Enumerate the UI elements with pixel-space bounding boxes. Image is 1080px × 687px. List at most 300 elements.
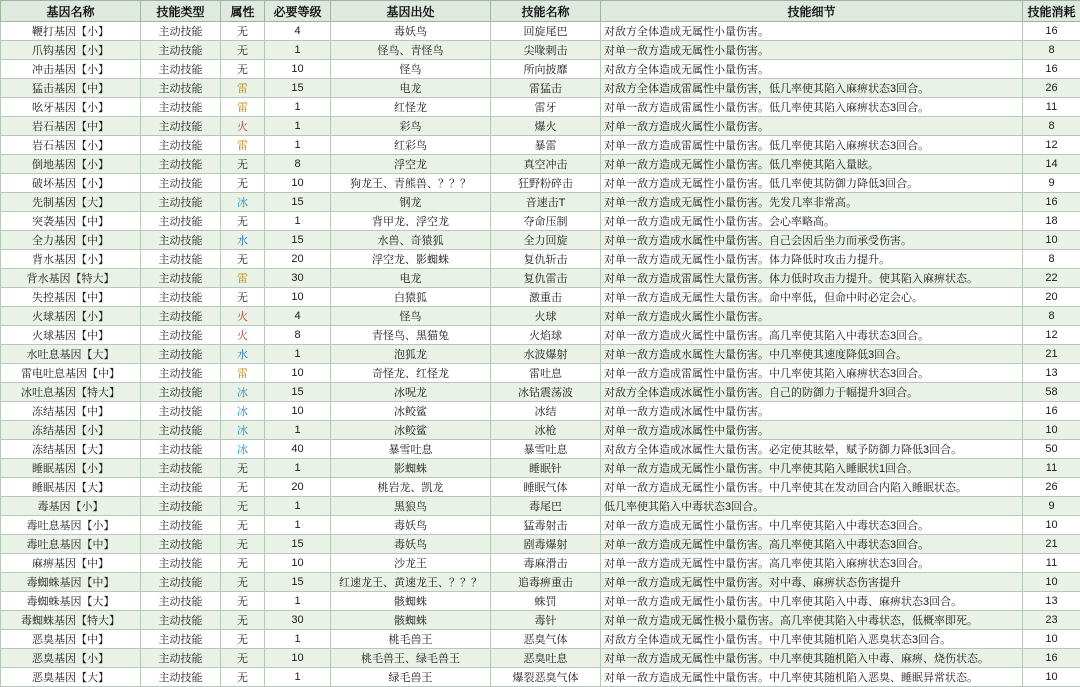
cell-skill-name: 火焰球 (491, 326, 601, 345)
cell-required-level: 1 (265, 668, 331, 687)
cell-attribute: 无 (221, 573, 265, 592)
cell-attribute: 雷 (221, 98, 265, 117)
cell-attribute: 无 (221, 649, 265, 668)
cell-gene-source: 水兽、奇猿狐 (331, 231, 491, 250)
cell-gene-source: 毒妖鸟 (331, 516, 491, 535)
cell-attribute: 无 (221, 478, 265, 497)
cell-gene-name: 毒蜘蛛基因【特大】 (1, 611, 141, 630)
table-row (1, 269, 1080, 288)
cell-skill-type: 主动技能 (141, 497, 221, 516)
cell-gene-source: 冰鲛鲨 (331, 402, 491, 421)
table-row (1, 345, 1080, 364)
cell-required-level: 1 (265, 630, 331, 649)
cell-gene-name: 全力基因【中】 (1, 231, 141, 250)
cell-gene-source: 浮空龙、影蜘蛛 (331, 250, 491, 269)
cell-attribute: 无 (221, 250, 265, 269)
cell-skill-cost: 23 (1023, 611, 1080, 630)
cell-skill-type: 主动技能 (141, 364, 221, 383)
cell-attribute: 无 (221, 535, 265, 554)
table-row (1, 554, 1080, 573)
cell-gene-source: 彩鸟 (331, 117, 491, 136)
table-row (1, 383, 1080, 402)
cell-required-level: 30 (265, 611, 331, 630)
cell-attribute: 无 (221, 155, 265, 174)
cell-skill-detail: 对单一敌方造成雷属性中量伤害。中几率使其陷入麻痹状态3回合。 (601, 364, 1023, 383)
table-row (1, 326, 1080, 345)
cell-skill-name: 狂野粉碎击 (491, 174, 601, 193)
cell-skill-type: 主动技能 (141, 231, 221, 250)
cell-attribute: 火 (221, 117, 265, 136)
cell-skill-cost: 16 (1023, 193, 1080, 212)
cell-skill-name: 暴雪吐息 (491, 440, 601, 459)
cell-skill-detail: 对单一敌方造成无属性小量伤害。体力降低时攻击力提升。 (601, 250, 1023, 269)
cell-gene-source: 沙龙王 (331, 554, 491, 573)
cell-skill-detail: 对单一敌方造成无属性小量伤害。会心率略高。 (601, 212, 1023, 231)
cell-skill-cost: 13 (1023, 592, 1080, 611)
cell-gene-name: 吆牙基因【小】 (1, 98, 141, 117)
cell-gene-source: 桃毛兽王、绿毛兽王 (331, 649, 491, 668)
cell-skill-name: 雷猛击 (491, 79, 601, 98)
cell-gene-name: 毒蜘蛛基因【大】 (1, 592, 141, 611)
cell-skill-detail: 对单一敌方造成水属性大量伤害。中几率使其速度降低3回合。 (601, 345, 1023, 364)
cell-skill-type: 主动技能 (141, 649, 221, 668)
cell-attribute: 无 (221, 22, 265, 41)
cell-skill-cost: 20 (1023, 288, 1080, 307)
cell-skill-type: 主动技能 (141, 402, 221, 421)
table-row (1, 136, 1080, 155)
cell-skill-detail: 对单一敌方造成无属性小量伤害。中几率使其陷入中毒、麻痹状态3回合。 (601, 592, 1023, 611)
cell-skill-cost: 8 (1023, 41, 1080, 60)
cell-skill-type: 主动技能 (141, 421, 221, 440)
cell-skill-cost: 58 (1023, 383, 1080, 402)
table-row (1, 649, 1080, 668)
cell-skill-type: 主动技能 (141, 383, 221, 402)
table-row (1, 459, 1080, 478)
cell-gene-name: 麻痹基因【中】 (1, 554, 141, 573)
cell-skill-cost: 10 (1023, 573, 1080, 592)
cell-skill-detail: 对单一敌方造成火属性中量伤害。高几率使其陷入中毒状态3回合。 (601, 326, 1023, 345)
cell-attribute: 无 (221, 41, 265, 60)
cell-required-level: 40 (265, 440, 331, 459)
table-row (1, 155, 1080, 174)
cell-gene-name: 冻结基因【大】 (1, 440, 141, 459)
cell-skill-name: 恶臭气体 (491, 630, 601, 649)
cell-attribute: 水 (221, 345, 265, 364)
cell-skill-name: 暴雷 (491, 136, 601, 155)
cell-skill-cost: 18 (1023, 212, 1080, 231)
cell-skill-name: 毒尾巴 (491, 497, 601, 516)
cell-gene-source: 绿毛兽王 (331, 668, 491, 687)
cell-skill-name: 激重击 (491, 288, 601, 307)
cell-required-level: 15 (265, 573, 331, 592)
cell-gene-source: 电龙 (331, 79, 491, 98)
cell-skill-name: 雷吐息 (491, 364, 601, 383)
cell-skill-type: 主动技能 (141, 478, 221, 497)
cell-gene-name: 睡眠基因【小】 (1, 459, 141, 478)
cell-skill-detail: 对单一敌方造成无属性小量伤害。 (601, 41, 1023, 60)
table-row (1, 41, 1080, 60)
cell-attribute: 无 (221, 212, 265, 231)
cell-skill-detail: 对单一敌方造成火属性小量伤害。 (601, 117, 1023, 136)
cell-attribute: 火 (221, 326, 265, 345)
table-row (1, 117, 1080, 136)
cell-required-level: 1 (265, 421, 331, 440)
cell-attribute: 无 (221, 630, 265, 649)
cell-attribute: 无 (221, 60, 265, 79)
cell-required-level: 4 (265, 307, 331, 326)
cell-skill-type: 主动技能 (141, 288, 221, 307)
cell-skill-name: 恶臭吐息 (491, 649, 601, 668)
table-row (1, 60, 1080, 79)
cell-required-level: 1 (265, 98, 331, 117)
cell-skill-type: 主动技能 (141, 155, 221, 174)
cell-required-level: 30 (265, 269, 331, 288)
cell-skill-cost: 11 (1023, 554, 1080, 573)
cell-required-level: 10 (265, 402, 331, 421)
cell-skill-detail: 对敌方全体造成冰属性小量伤害。自己的防御力于幅提升3回合。 (601, 383, 1023, 402)
table-row (1, 231, 1080, 250)
cell-skill-cost: 12 (1023, 136, 1080, 155)
cell-skill-name: 追毒痹重击 (491, 573, 601, 592)
cell-gene-source: 冰呪龙 (331, 383, 491, 402)
cell-gene-name: 冻结基因【小】 (1, 421, 141, 440)
cell-skill-type: 主动技能 (141, 79, 221, 98)
cell-skill-cost: 10 (1023, 668, 1080, 687)
cell-gene-name: 背水基因【特大】 (1, 269, 141, 288)
cell-skill-cost: 10 (1023, 231, 1080, 250)
cell-skill-cost: 22 (1023, 269, 1080, 288)
cell-gene-name: 倒地基因【小】 (1, 155, 141, 174)
cell-attribute: 无 (221, 592, 265, 611)
cell-skill-cost: 14 (1023, 155, 1080, 174)
cell-gene-name: 恶臭基因【中】 (1, 630, 141, 649)
cell-gene-source: 毒妖鸟 (331, 535, 491, 554)
cell-skill-name: 毒针 (491, 611, 601, 630)
table-row (1, 611, 1080, 630)
table-row (1, 535, 1080, 554)
cell-required-level: 10 (265, 60, 331, 79)
cell-required-level: 1 (265, 497, 331, 516)
cell-skill-cost: 8 (1023, 250, 1080, 269)
cell-skill-name: 水波爆射 (491, 345, 601, 364)
cell-skill-cost: 21 (1023, 345, 1080, 364)
cell-skill-detail: 对单一敌方造成无属性小量伤害。低几率使其防御力降低3回合。 (601, 174, 1023, 193)
cell-gene-source: 怪鸟 (331, 60, 491, 79)
cell-skill-type: 主动技能 (141, 193, 221, 212)
cell-required-level: 1 (265, 459, 331, 478)
cell-skill-cost: 8 (1023, 307, 1080, 326)
cell-gene-name: 毒吐息基因【中】 (1, 535, 141, 554)
table-row (1, 288, 1080, 307)
cell-required-level: 10 (265, 288, 331, 307)
table-row (1, 630, 1080, 649)
cell-required-level: 20 (265, 478, 331, 497)
cell-required-level: 1 (265, 516, 331, 535)
cell-skill-detail: 对单一敌方造成雷属性小量伤害。低几率使其陷入麻痹状态3回合。 (601, 98, 1023, 117)
cell-attribute: 冰 (221, 193, 265, 212)
cell-required-level: 1 (265, 592, 331, 611)
cell-skill-name: 复仇雷击 (491, 269, 601, 288)
cell-skill-type: 主动技能 (141, 326, 221, 345)
cell-skill-name: 冰结 (491, 402, 601, 421)
cell-attribute: 无 (221, 554, 265, 573)
column-header-gene-source: 基因出处 (331, 1, 491, 22)
cell-skill-detail: 对单一敌方造成无属性小量伤害。中几率使其陷入中毒状态3回合。 (601, 516, 1023, 535)
cell-skill-detail: 对单一敌方造成雷属性大量伤害。体力低时攻击力提升。使其陷入麻痹状态。 (601, 269, 1023, 288)
cell-skill-type: 主动技能 (141, 250, 221, 269)
cell-gene-source: 暴雪吐息 (331, 440, 491, 459)
cell-gene-source: 红速龙王、黄速龙王、？？？ (331, 573, 491, 592)
cell-skill-cost: 50 (1023, 440, 1080, 459)
cell-gene-name: 毒吐息基因【小】 (1, 516, 141, 535)
cell-required-level: 10 (265, 649, 331, 668)
cell-skill-detail: 对敌方全体造成无属性小量伤害。中几率使其随机陷入恶臭状态3回合。 (601, 630, 1023, 649)
cell-required-level: 15 (265, 535, 331, 554)
cell-skill-detail: 对单一敌方造成无属性中量伤害。对中毒、麻痹状态伤害提升 (601, 573, 1023, 592)
cell-gene-source: 怪鸟、青怪鸟 (331, 41, 491, 60)
cell-gene-name: 火球基因【小】 (1, 307, 141, 326)
cell-gene-name: 岩石基因【中】 (1, 117, 141, 136)
cell-gene-name: 爪钩基因【小】 (1, 41, 141, 60)
cell-gene-source: 桃毛兽王 (331, 630, 491, 649)
cell-required-level: 1 (265, 212, 331, 231)
cell-required-level: 10 (265, 174, 331, 193)
cell-skill-cost: 16 (1023, 60, 1080, 79)
cell-skill-type: 主动技能 (141, 212, 221, 231)
cell-attribute: 无 (221, 174, 265, 193)
cell-skill-cost: 10 (1023, 516, 1080, 535)
cell-required-level: 15 (265, 383, 331, 402)
cell-skill-cost: 11 (1023, 459, 1080, 478)
cell-gene-source: 白猿狐 (331, 288, 491, 307)
cell-gene-source: 青怪鸟、黑猫兔 (331, 326, 491, 345)
cell-gene-name: 恶臭基因【小】 (1, 649, 141, 668)
column-header-attribute: 属性 (221, 1, 265, 22)
cell-gene-name: 先制基因【大】 (1, 193, 141, 212)
cell-skill-name: 雷牙 (491, 98, 601, 117)
cell-skill-type: 主动技能 (141, 440, 221, 459)
cell-skill-detail: 对单一敌方造成无属性小量伤害。中几率使其陷入睡眠状1回合。 (601, 459, 1023, 478)
cell-skill-detail: 对敌方全体造成无属性小量伤害。 (601, 22, 1023, 41)
column-header-skill-type: 技能类型 (141, 1, 221, 22)
cell-skill-name: 真空冲击 (491, 155, 601, 174)
cell-gene-name: 突袭基因【中】 (1, 212, 141, 231)
cell-skill-cost: 16 (1023, 22, 1080, 41)
cell-skill-name: 全力回旋 (491, 231, 601, 250)
cell-skill-detail: 对单一敌方造成水属性中量伤害。自己会因后坐力而承受伤害。 (601, 231, 1023, 250)
cell-skill-name: 尖喙刺击 (491, 41, 601, 60)
cell-attribute: 冰 (221, 421, 265, 440)
table-row (1, 592, 1080, 611)
table-row (1, 79, 1080, 98)
cell-required-level: 8 (265, 326, 331, 345)
cell-gene-source: 浮空龙 (331, 155, 491, 174)
cell-attribute: 水 (221, 231, 265, 250)
cell-skill-type: 主动技能 (141, 117, 221, 136)
cell-gene-name: 水吐息基因【大】 (1, 345, 141, 364)
table-row (1, 402, 1080, 421)
table-row (1, 174, 1080, 193)
column-header-skill-name: 技能名称 (491, 1, 601, 22)
cell-skill-detail: 低几率使其陷入中毒状态3回合。 (601, 497, 1023, 516)
cell-skill-type: 主动技能 (141, 41, 221, 60)
cell-skill-name: 蛛罚 (491, 592, 601, 611)
table-header-row (1, 1, 1080, 22)
cell-attribute: 冰 (221, 383, 265, 402)
cell-skill-detail: 对单一敌方造成无属性中量伤害。高几率使其陷入中毒状态3回合。 (601, 535, 1023, 554)
cell-required-level: 15 (265, 193, 331, 212)
table-row (1, 573, 1080, 592)
cell-skill-detail: 对单一敌方造成无属性中量伤害。高几率使其陷入麻痹状态3回合。 (601, 554, 1023, 573)
cell-skill-type: 主动技能 (141, 611, 221, 630)
cell-skill-detail: 对单一敌方造成冰属性中量伤害。 (601, 402, 1023, 421)
cell-required-level: 4 (265, 22, 331, 41)
cell-gene-source: 毒妖鸟 (331, 22, 491, 41)
cell-skill-cost: 26 (1023, 79, 1080, 98)
cell-skill-cost: 13 (1023, 364, 1080, 383)
cell-skill-type: 主动技能 (141, 98, 221, 117)
cell-gene-name: 睡眠基因【大】 (1, 478, 141, 497)
cell-required-level: 15 (265, 79, 331, 98)
cell-gene-name: 毒蜘蛛基因【中】 (1, 573, 141, 592)
cell-attribute: 火 (221, 307, 265, 326)
cell-gene-source: 背甲龙、浮空龙 (331, 212, 491, 231)
cell-skill-type: 主动技能 (141, 554, 221, 573)
table-row (1, 193, 1080, 212)
column-header-required-level: 必要等级 (265, 1, 331, 22)
cell-required-level: 1 (265, 136, 331, 155)
cell-gene-name: 背水基因【小】 (1, 250, 141, 269)
cell-skill-name: 毒麻滑击 (491, 554, 601, 573)
table-row (1, 497, 1080, 516)
cell-skill-name: 剧毒爆射 (491, 535, 601, 554)
cell-gene-source: 怪鸟 (331, 307, 491, 326)
cell-gene-name: 冰吐息基因【特大】 (1, 383, 141, 402)
cell-skill-type: 主动技能 (141, 345, 221, 364)
cell-required-level: 1 (265, 41, 331, 60)
table-row (1, 440, 1080, 459)
cell-skill-type: 主动技能 (141, 269, 221, 288)
cell-skill-type: 主动技能 (141, 630, 221, 649)
cell-skill-cost: 10 (1023, 421, 1080, 440)
cell-skill-detail: 对单一敌方造成无属性极小量伤害。高几率使其陷入中毒状态，低概率即死。 (601, 611, 1023, 630)
cell-skill-detail: 对敌方全体造成冰属性大量伤害。必定使其眩晕，赋予防御力降低3回合。 (601, 440, 1023, 459)
cell-required-level: 10 (265, 364, 331, 383)
cell-skill-type: 主动技能 (141, 592, 221, 611)
cell-gene-source: 黑狼鸟 (331, 497, 491, 516)
cell-skill-name: 火球 (491, 307, 601, 326)
cell-skill-name: 冰钻震荡波 (491, 383, 601, 402)
column-header-gene-name: 基因名称 (1, 1, 141, 22)
cell-gene-source: 骸蜘蛛 (331, 592, 491, 611)
cell-attribute: 冰 (221, 440, 265, 459)
cell-gene-name: 猛击基因【中】 (1, 79, 141, 98)
cell-gene-name: 冻结基因【中】 (1, 402, 141, 421)
table-row (1, 98, 1080, 117)
table-row (1, 668, 1080, 687)
cell-skill-cost: 16 (1023, 402, 1080, 421)
cell-skill-cost: 9 (1023, 174, 1080, 193)
cell-attribute: 雷 (221, 269, 265, 288)
cell-required-level: 10 (265, 554, 331, 573)
cell-attribute: 雷 (221, 136, 265, 155)
cell-skill-type: 主动技能 (141, 22, 221, 41)
table-row (1, 307, 1080, 326)
table-row (1, 478, 1080, 497)
cell-skill-name: 复仇斩击 (491, 250, 601, 269)
cell-skill-type: 主动技能 (141, 459, 221, 478)
table-row (1, 421, 1080, 440)
cell-skill-type: 主动技能 (141, 516, 221, 535)
cell-skill-cost: 8 (1023, 117, 1080, 136)
cell-gene-source: 狗龙王、青熊兽、？？？ (331, 174, 491, 193)
cell-skill-type: 主动技能 (141, 535, 221, 554)
table-row (1, 212, 1080, 231)
cell-skill-type: 主动技能 (141, 573, 221, 592)
cell-attribute: 无 (221, 459, 265, 478)
table-row (1, 22, 1080, 41)
cell-skill-name: 睡眠气体 (491, 478, 601, 497)
cell-attribute: 无 (221, 611, 265, 630)
cell-gene-source: 泡狐龙 (331, 345, 491, 364)
cell-skill-detail: 对敌方全体造成无属性小量伤害。 (601, 60, 1023, 79)
cell-attribute: 冰 (221, 402, 265, 421)
cell-skill-detail: 对单一敌方造成无属性中量伤害。中几率使其随机陷入中毒、麻痹、烧伤状态。 (601, 649, 1023, 668)
cell-skill-detail: 对单一敌方造成无属性中量伤害。中几率使其随机陷入恶臭、睡眠异常状态。 (601, 668, 1023, 687)
cell-gene-source: 骸蜘蛛 (331, 611, 491, 630)
cell-skill-type: 主动技能 (141, 307, 221, 326)
cell-skill-cost: 16 (1023, 649, 1080, 668)
cell-gene-source: 影蜘蛛 (331, 459, 491, 478)
cell-skill-type: 主动技能 (141, 668, 221, 687)
cell-skill-name: 所向披靡 (491, 60, 601, 79)
cell-gene-name: 雷电吐息基因【中】 (1, 364, 141, 383)
cell-skill-cost: 12 (1023, 326, 1080, 345)
cell-gene-name: 鞭打基因【小】 (1, 22, 141, 41)
cell-gene-source: 电龙 (331, 269, 491, 288)
cell-skill-name: 爆火 (491, 117, 601, 136)
cell-skill-detail: 对单一敌方造成无属性小量伤害。先发几率非常高。 (601, 193, 1023, 212)
cell-gene-source: 冰鲛鲨 (331, 421, 491, 440)
column-header-skill-detail: 技能细节 (601, 1, 1023, 22)
cell-attribute: 雷 (221, 364, 265, 383)
cell-skill-name: 音速击T (491, 193, 601, 212)
table-row (1, 250, 1080, 269)
table-row (1, 516, 1080, 535)
cell-gene-source: 红怪龙 (331, 98, 491, 117)
cell-gene-source: 钢龙 (331, 193, 491, 212)
cell-required-level: 15 (265, 231, 331, 250)
cell-attribute: 无 (221, 516, 265, 535)
cell-skill-detail: 对敌方全体造成雷属性中量伤害，低几率使其陷入麻痹状态3回合。 (601, 79, 1023, 98)
cell-skill-detail: 对单一敌方造成无属性大量伤害。命中率低，但命中时必定会心。 (601, 288, 1023, 307)
cell-gene-name: 岩石基因【小】 (1, 136, 141, 155)
cell-skill-type: 主动技能 (141, 174, 221, 193)
cell-gene-source: 红彩鸟 (331, 136, 491, 155)
cell-gene-name: 毒基因【小】 (1, 497, 141, 516)
cell-gene-name: 冲击基因【小】 (1, 60, 141, 79)
cell-attribute: 无 (221, 497, 265, 516)
cell-gene-source: 奇怪龙、红怪龙 (331, 364, 491, 383)
cell-skill-cost: 21 (1023, 535, 1080, 554)
cell-gene-name: 火球基因【中】 (1, 326, 141, 345)
cell-gene-name: 失控基因【中】 (1, 288, 141, 307)
cell-required-level: 8 (265, 155, 331, 174)
cell-required-level: 20 (265, 250, 331, 269)
cell-skill-cost: 9 (1023, 497, 1080, 516)
cell-skill-name: 夺命压制 (491, 212, 601, 231)
cell-skill-name: 爆裂恶臭气体 (491, 668, 601, 687)
